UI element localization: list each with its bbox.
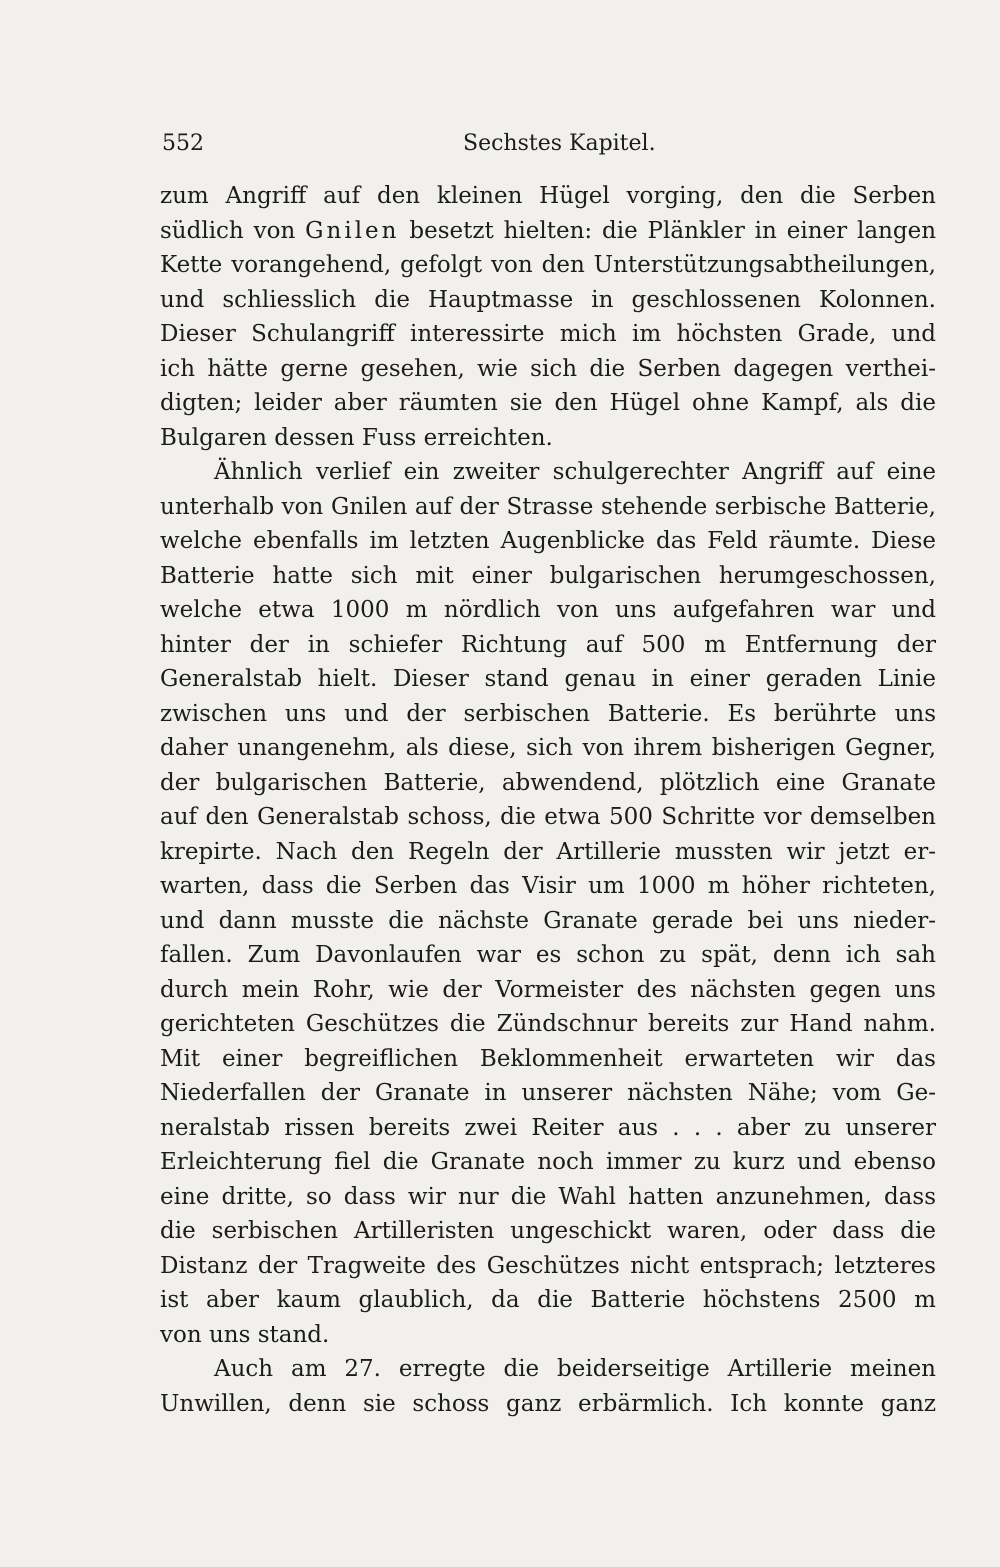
text-line: ist aber kaum glaublich, da die Batterie höchstens 2500 m bbox=[160, 1287, 936, 1313]
text-line: welche ebenfalls im letzten Augenblicke das Feld räumte. Diese bbox=[160, 528, 936, 554]
page-number: 552 bbox=[162, 131, 204, 156]
text-line: von uns stand. bbox=[160, 1321, 330, 1348]
text-fragment: besetzt hielten: die Plänkler in einer langen bbox=[409, 217, 937, 244]
text-line: Niederfallen der Granate in unserer nächsten Nähe; vom Ge- bbox=[160, 1080, 936, 1106]
running-title: Sechstes Kapitel. bbox=[463, 131, 656, 156]
text-line: krepirte. Nach den Regeln der Artillerie mussten wir jetzt er- bbox=[160, 838, 936, 865]
text-line: durch mein Rohr, wie der Vormeister des nächsten gegen uns bbox=[160, 976, 936, 1003]
text-line: welche etwa 1000 m nördlich von uns aufgefahren war und bbox=[160, 597, 936, 623]
text-line: gerichteten Geschützes die Zündschnur bereits zur Hand nahm. bbox=[160, 1011, 936, 1037]
text-line: ich hätte gerne gesehen, wie sich die Serben dagegen verthei- bbox=[160, 355, 936, 382]
text-line: Kette vorangehend, gefolgt von den Unterstützungsabtheilungen, bbox=[160, 252, 936, 278]
body-text bbox=[160, 179, 936, 1421]
text-line: digten; leider aber räumten sie den Hügel ohne Kampf, als die bbox=[160, 390, 936, 416]
paragraph-first-line: Auch am 27. erregte die beiderseitige Artillerie meinen bbox=[214, 1356, 936, 1382]
text-line: neralstab rissen bereits zwei Reiter aus . . . aber zu unserer bbox=[160, 1114, 936, 1141]
text-line: und schliesslich die Hauptmasse in geschlossenen Kolonnen. bbox=[160, 286, 936, 313]
text-line: fallen. Zum Davonlaufen war es schon zu spät, denn ich sah bbox=[160, 942, 936, 968]
text-line: Distanz der Tragweite des Geschützes nicht entsprach; letzteres bbox=[160, 1252, 936, 1279]
place-name-gnilen: Gnilen bbox=[305, 217, 400, 244]
text-line: Generalstab hielt. Dieser stand genau in einer geraden Linie bbox=[160, 666, 936, 692]
text-line: daher unangenehm, als diese, sich von ihrem bisherigen Gegner, bbox=[160, 735, 936, 761]
text-line: auf den Generalstab schoss, die etwa 500 Schritte vor demselben bbox=[160, 804, 936, 830]
text-line: Erleichterung fiel die Granate noch immer zu kurz und ebenso bbox=[160, 1149, 936, 1175]
text-line: warten, dass die Serben das Visir um 1000 m höher richteten, bbox=[160, 873, 936, 899]
text-line: die serbischen Artilleristen ungeschickt waren, oder dass die bbox=[160, 1218, 936, 1244]
text-line: und dann musste die nächste Granate gerade bei uns nieder- bbox=[160, 907, 936, 934]
running-head bbox=[160, 127, 936, 161]
text-line: zum Angriff auf den kleinen Hügel vorging, den die Serben bbox=[160, 183, 936, 209]
text-line: der bulgarischen Batterie, abwendend, plötzlich eine Granate bbox=[160, 769, 936, 796]
text-line: unterhalb von Gnilen auf der Strasse stehende serbische Batterie, bbox=[160, 493, 936, 520]
text-fragment: südlich von bbox=[160, 217, 296, 244]
text-line: Dieser Schulangriff interessirte mich im höchsten Grade, und bbox=[160, 321, 936, 347]
text-line: zwischen uns und der serbischen Batterie. Es berührte uns bbox=[160, 700, 936, 727]
text-line: hinter der in schiefer Richtung auf 500 m Entfernung der bbox=[160, 631, 936, 658]
text-line bbox=[160, 214, 936, 249]
text-line: eine dritte, so dass wir nur die Wahl hatten anzunehmen, dass bbox=[160, 1183, 936, 1210]
paragraph-first-line: Ähnlich verlief ein zweiter schulgerechter Angriff auf eine bbox=[214, 459, 936, 485]
text-line: Bulgaren dessen Fuss erreichten. bbox=[160, 424, 553, 451]
text-line: Batterie hatte sich mit einer bulgarischen herumgeschossen, bbox=[160, 562, 936, 589]
text-line: Unwillen, denn sie schoss ganz erbärmlich. Ich konnte ganz bbox=[160, 1390, 936, 1417]
text-line: Mit einer begreiflichen Beklommenheit erwarteten wir das bbox=[160, 1045, 936, 1072]
